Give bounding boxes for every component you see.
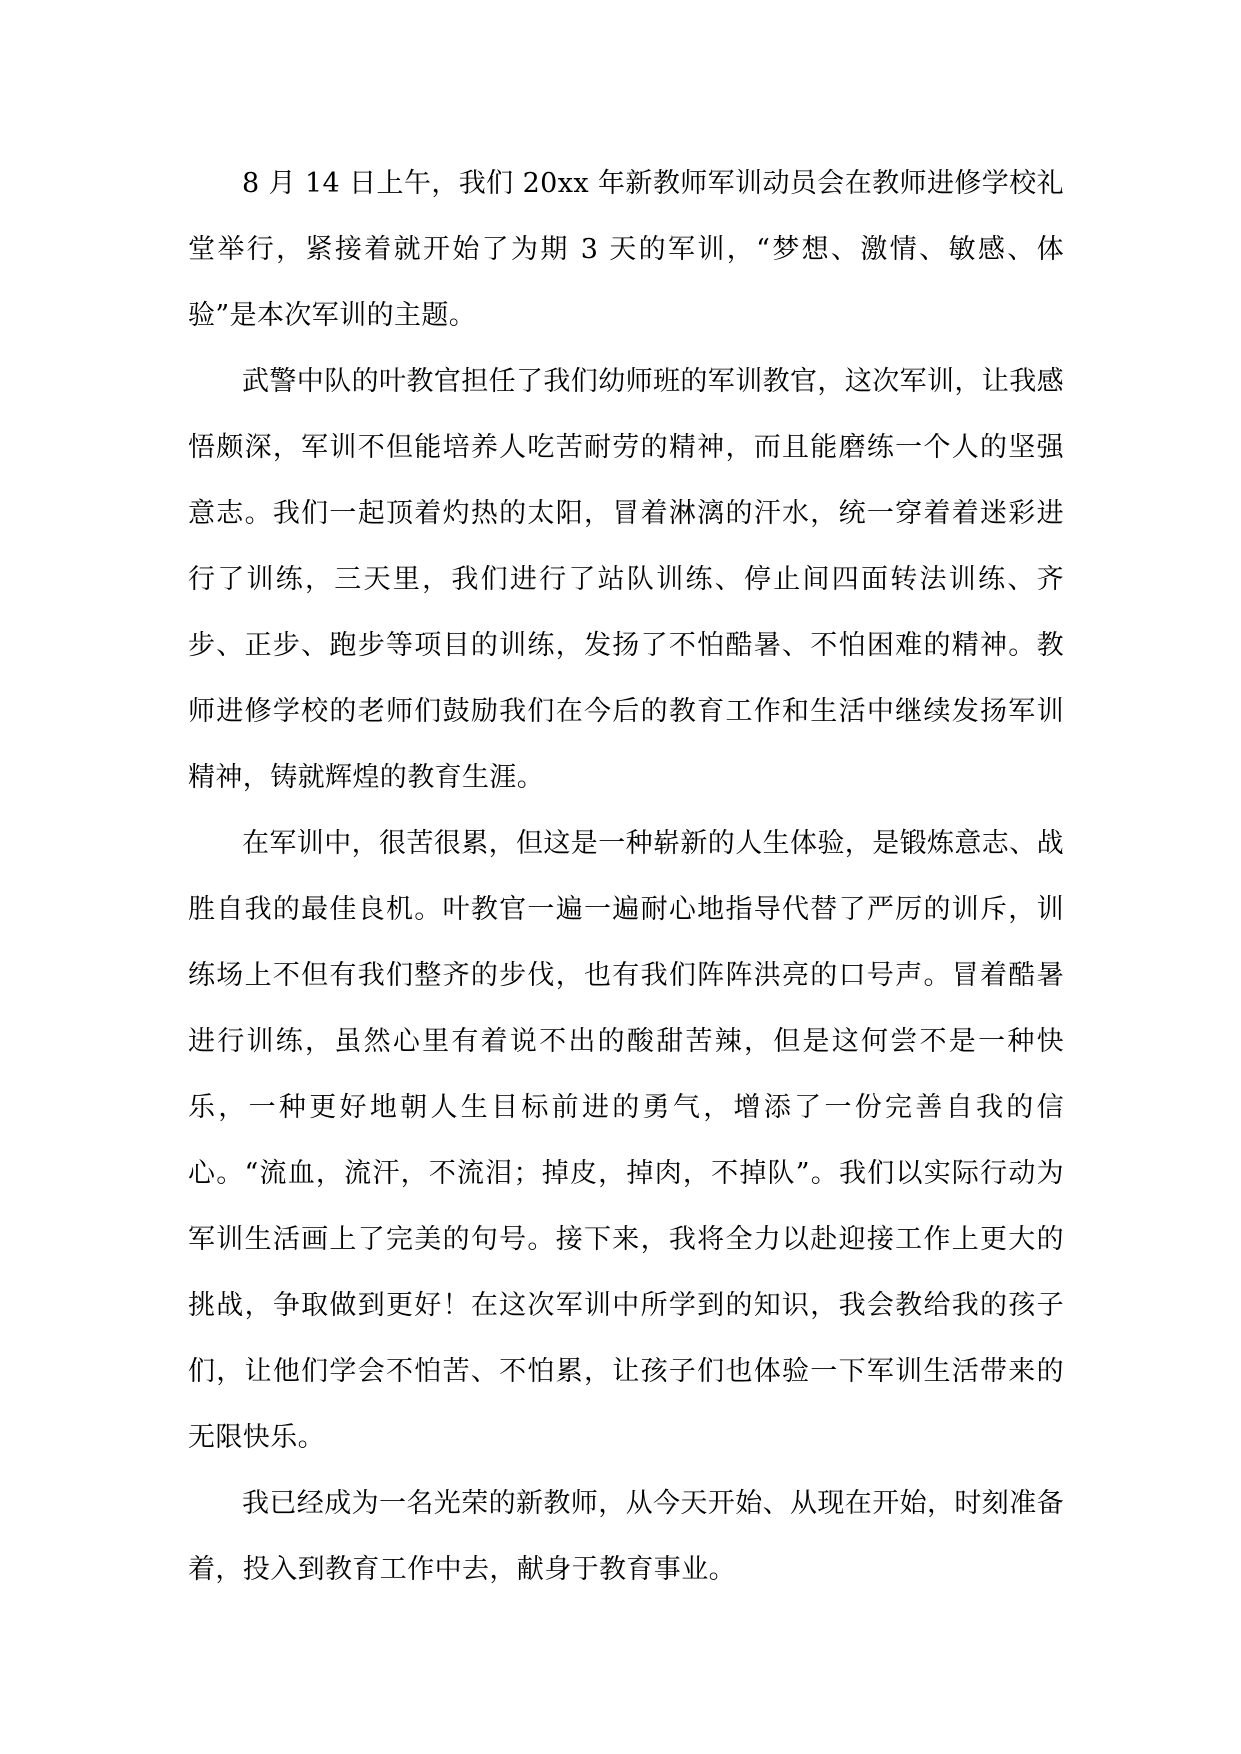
paragraph-2: 武警中队的叶教官担任了我们幼师班的军训教官，这次军训，让我感悟颇深，军训不但能培养人吃苦耐劳的精神，而且能磨练一个人的坚强意志。我们一起顶着灼热的太阳，冒着淋漓的汗水，统一穿着着迷彩进行了训练，三天里，我们进行了站队训练、停止间四面转法训练、齐步、正步、跑步等项目的训练，发扬了不怕酷暑、不怕困难的精神。教师进修学校的老师们鼓励我们在今后的教育工作和生活中继续发扬军训精神，铸就辉煌的教育生涯。 [188,366,1064,793]
paragraph-1: 8 月 14 日上午，我们 20xx 年新教师军训动员会在教师进修学校礼堂举行，紧接着就开始了为期 3 天的军训，“梦想、激情、敏感、体验”是本次军训的主题。 [188,168,1064,331]
paragraph-3: 在军训中，很苦很累，但这是一种崭新的人生体验，是锻炼意志、战胜自我的最佳良机。叶教官一遍一遍耐心地指导代替了严厉的训斥，训练场上不但有我们整齐的步伐，也有我们阵阵洪亮的口号声。冒着酷暑进行训练，虽然心里有着说不出的酸甜苦辣，但是这何尝不是一种快乐，一种更好地朝人生目标前进的勇气，增添了一份完善自我的信心。“流血，流汗，不流泪；掉皮，掉肉，不掉队”。我们以实际行动为军训生活画上了完美的句号。接下来，我将全力以赴迎接工作上更大的挑战，争取做到更好！在这次军训中所学到的知识，我会教给我的孩子们，让他们学会不怕苦、不怕累，让孩子们也体验一下军训生活带来的无限快乐。 [188,828,1064,1453]
paragraph-4: 我已经成为一名光荣的新教师，从今天开始、从现在开始，时刻准备着，投入到教育工作中去，献身于教育事业。 [188,1488,1064,1585]
document-body [188,151,1064,1603]
